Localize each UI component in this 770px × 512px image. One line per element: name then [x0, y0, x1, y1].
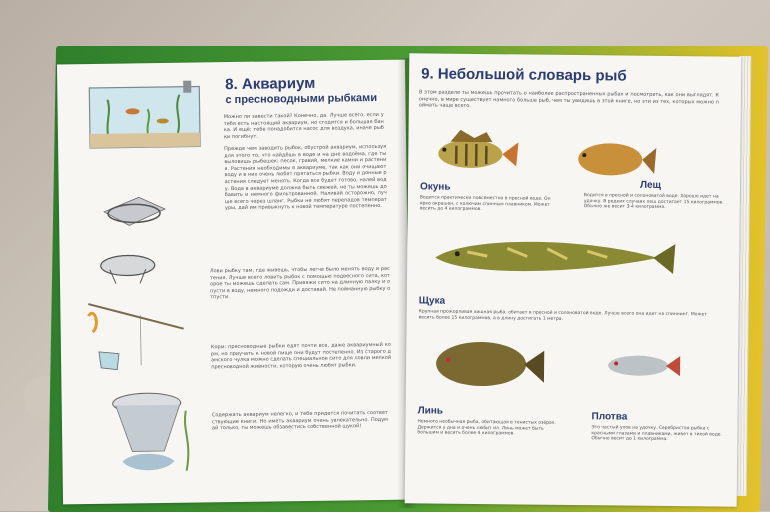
- left-page-subtitle: с пресноводными рыбками: [225, 91, 378, 107]
- roach-illustration: [602, 345, 682, 386]
- net-illustration: [98, 247, 159, 288]
- left-page-title: 8. Аквариум: [225, 74, 316, 94]
- fish-text-pike: Крупная прожорливая хищная рыба, обитает в пресной и солоноватой воде. Лучше всего она идет на спиннинг. Может весить более 15 килограммов, а в длину достигать 1 метра.: [418, 309, 707, 322]
- pike-illustration: [427, 221, 678, 294]
- mesh-sieve-illustration: [99, 191, 170, 232]
- fish-name-bream: Лещ: [639, 179, 662, 191]
- fish-name-pike: Щука: [418, 295, 446, 307]
- left-paragraph-3: Лови рыбку там, где живешь, чтобы легче было менять воду и растения. Лучше всего ловить рыбок с помощью подвесного сита, которое ты можешь сделать сам. Привяжи сито на длинную палку и опусти в воду, немного подожди и доставай. Не пойманную рыбку отпусти.: [209, 265, 391, 301]
- right-page-title: 9. Небольшой словарь рыб: [421, 65, 627, 85]
- perch-illustration: [430, 126, 521, 177]
- left-paragraph-5: Содержать аквариум нелегко, и тебе придется почитать соответствующие книги. Но иметь аквариум очень увлекательно. Подумай только, ты можешь обзавестись собственной щукой!: [211, 409, 388, 432]
- fish-name-perch: Окунь: [419, 181, 451, 193]
- fish-name-tench: Линь: [417, 405, 444, 417]
- aquarium-illustration: [87, 80, 208, 152]
- left-paragraph-4: Корм: пресноводные рыбки едят почти все, даже аквариумный корм, но приучать к новой пище они будут постепенно. Из старого дамского чулка можно сделать специальное сито для ловли мелкой пресноводной живности, которую очень любят рыбки.: [210, 341, 392, 371]
- fish-text-perch: Водится практически повсеместно в пресной воде. Он ярко окрашен, с колючим спинным плавником. Может весить до 4 килограммов.: [419, 195, 551, 213]
- fishing-rod-illustration: [78, 295, 189, 377]
- water-sieve-illustration: [101, 380, 202, 481]
- fish-text-tench: Немного необычная рыба, обитающая в тенистых озёрах. Держится у дна и очень любит ил. Линь может быть большим и весить более 4 килограммов.: [417, 419, 556, 437]
- left-page: [57, 60, 411, 505]
- left-paragraph-2: Прежде чем заводить рыбок, обустрой аквариум, используя для этого то, что найдёшь в воде и на дне водоёма, где ты выловишь рыбешек: песок, гравий, мелкие камни и растения. Растения необходимы в аквариуме, так как они очищают воду и в них очень любят прятаться рыбки. Воду и донные растения следует менять. Когда все будет готово, налей воду. Вода в аквариуме должна быть свежей, не ты можешь добавить и немного фильтрованной. Наливай осторожно, лучше всего через шланг. Рыбки не любят перепадов температуры, дай им привыкнуть к новой температуре постепенно.: [224, 143, 387, 212]
- right-page: [405, 53, 742, 506]
- tench-illustration: [426, 331, 547, 394]
- right-intro: В этом разделе ты можешь прочитать о наиболее распространенных рыбах и посмотреть, как они выглядят. Конечно, в мире существует намного больше рыб, чем ты увидишь в этой книге, но эти из тех, которых можно поймать чаще всего.: [418, 89, 719, 110]
- bream-illustration: [568, 133, 659, 184]
- fish-text-bream: Водится в пресной и солоноватой воде. Хорошо идет на удочку. В редких случаях лещ достигает 15 килограммов. Обычно же весит 3-4 килограмма.: [583, 193, 724, 210]
- fish-name-roach: Плотва: [591, 411, 628, 423]
- left-paragraph-1: Можно ли завести такой? Конечно, да. Лучше всего, если у тебя есть настоящий аквариум, но сгодится и большая банка. И ещё: тебе понадобится насос для воздуха, иначе рыбки погибнут.: [223, 111, 384, 140]
- fish-text-roach: Это частый улов на удочку. Серебристая рыбка с красными глазами и плавниками, живет в тихой воде. Обычно весит до 1 килограмма.: [591, 425, 723, 443]
